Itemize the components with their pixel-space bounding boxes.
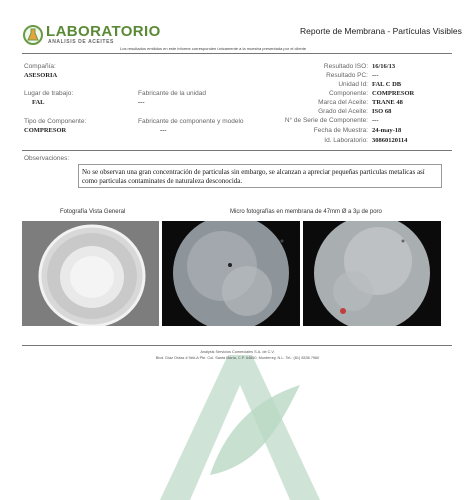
unidad-id-value: FAL C DB <box>372 81 402 88</box>
id-laboratorio-label: Id. Laboratorio: <box>324 137 368 144</box>
photo-general-view <box>22 221 159 326</box>
marca-aceite-label: Marca del Aceite: <box>318 99 368 106</box>
caption-general: Fotografía Vista General <box>60 209 126 215</box>
compania-value: ASESORIA <box>24 72 58 79</box>
compania-label: Compañía: <box>24 63 56 70</box>
logo-flask-icon <box>23 25 43 45</box>
footer-address: Blvd. Díaz Ordaz # 9##-A Pte. Col. Santa María, C.P. 64650, Monterrey, N.L. Tel.: (81) 8336 7960 <box>155 356 320 360</box>
fields-divider <box>22 150 452 151</box>
lugar-label: Lugar de trabajo: <box>24 90 74 97</box>
serie-componente-value: --- <box>372 117 379 124</box>
observaciones-label: Observaciones: <box>24 155 70 162</box>
logo-text: LABORATORIO <box>46 23 161 40</box>
disclaimer: Los resultados emitidos en este informe corresponden únicamente a la muestra presentada por el cliente <box>120 46 307 51</box>
componente-label: Componente: <box>328 90 368 97</box>
watermark-logo <box>150 355 330 500</box>
fabricante-unidad-value: --- <box>138 99 145 106</box>
photo-micro-1 <box>162 221 300 326</box>
id-laboratorio-value: 30860120114 <box>372 137 408 144</box>
marca-aceite-value: TRANE 48 <box>372 99 403 106</box>
header-divider <box>22 53 452 54</box>
grado-aceite-value: ISO 68 <box>372 108 392 115</box>
caption-micro: Micro fotografías en membrana de 47mm Ø a 3µ de poro <box>230 209 382 215</box>
resultado-pc-label: Resultado PC: <box>326 72 368 79</box>
resultado-iso-value: 16/16/13 <box>372 63 396 70</box>
footer-company: Analysis Servicios Comerciales S.A. de C.V. <box>200 350 275 354</box>
photo-micro-2 <box>303 221 441 326</box>
unidad-id-label: Unidad Id: <box>338 81 368 88</box>
fabricante-unidad-label: Fabricante de la unidad <box>138 90 206 97</box>
logo-subtitle: ANALISIS DE ACEITES <box>48 39 114 45</box>
componente-value: COMPRESOR <box>372 90 415 97</box>
fabricante-componente-value: --- <box>160 127 167 134</box>
serie-componente-label: N° de Serie de Componente: <box>284 117 368 124</box>
tipo-componente-label: Tipo de Componente: <box>24 118 87 125</box>
resultado-pc-value: --- <box>372 72 379 79</box>
fecha-muestra-label: Fecha de Muestra: <box>313 127 368 134</box>
lugar-value: FAL <box>32 99 45 106</box>
fabricante-componente-label: Fabricante de componente y modelo <box>138 118 244 125</box>
footer-divider <box>22 345 452 346</box>
resultado-iso-label: Resultado ISO: <box>323 63 368 70</box>
fecha-muestra-value: 24-may-18 <box>372 127 402 134</box>
observaciones-text: No se observan una gran concentración de particulas sin embargo, se alcanzan a apreciar pequeñas particulas metalicas así como particulas contaminates de naturaleza desconocida. <box>78 164 442 188</box>
report-title: Reporte de Membrana - Partículas Visibles <box>300 26 462 36</box>
tipo-componente-value: COMPRESOR <box>24 127 67 134</box>
grado-aceite-label: Grado del Aceite: <box>318 108 368 115</box>
